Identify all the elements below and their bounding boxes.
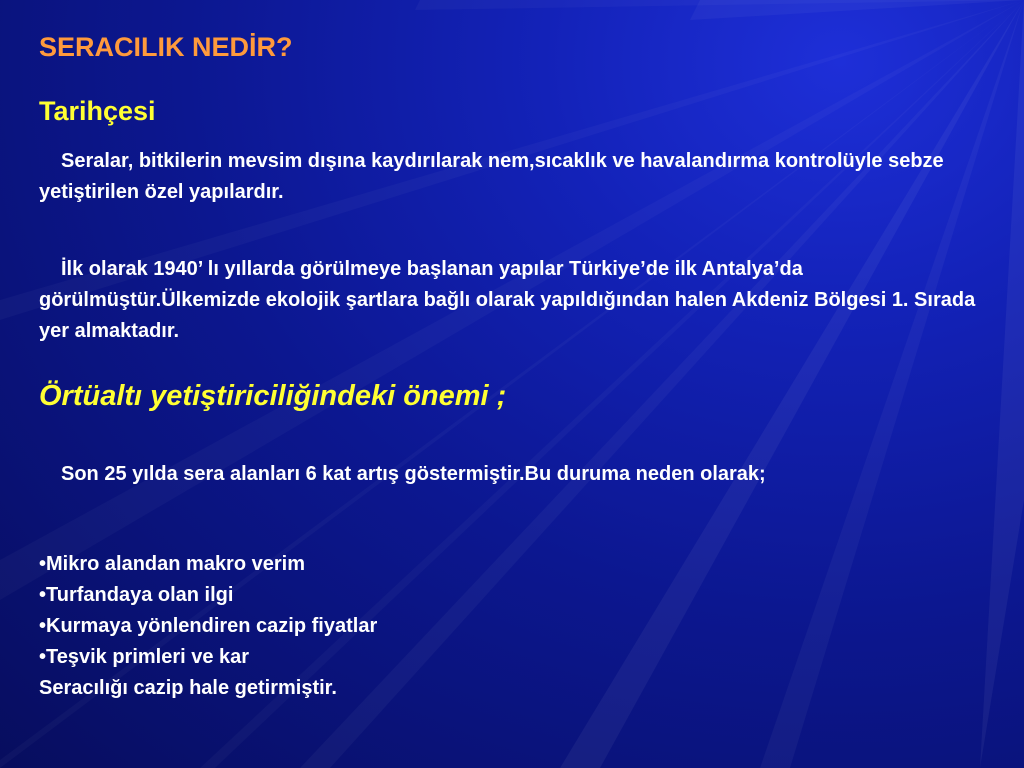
closing-sentence: Seracılığı cazip hale getirmiştir. xyxy=(39,677,337,699)
section-heading-importance: Örtüaltı yetiştiriciliğindeki önemi ; xyxy=(39,380,507,412)
paragraph-definition: Seralar, bitkilerin mevsim dışına kaydırılarak nem,sıcaklık ve havalandırma kontrolüyle sebze yetiştirilen özel yapılardır. xyxy=(39,150,944,203)
list-item: •Kurmaya yönlendiren cazip fiyatlar xyxy=(39,615,378,637)
paragraph-growth: Son 25 yılda sera alanları 6 kat artış göstermiştir.Bu duruma neden olarak; xyxy=(61,463,766,485)
reasons-list xyxy=(39,549,377,673)
list-item: •Teşvik primleri ve kar xyxy=(39,646,250,668)
slide-title: SERACILIK NEDİR? xyxy=(39,32,293,62)
list-item: •Turfandaya olan ilgi xyxy=(39,584,234,606)
slide-subtitle: Tarihçesi xyxy=(39,96,156,126)
list-item: •Mikro alandan makro verim xyxy=(39,553,305,575)
paragraph-history: İlk olarak 1940’ lı yıllarda görülmeye başlanan yapılar Türkiye’de ilk Antalya’da görülmüştür.Ülkemizde ekolojik şartlara bağlı olarak yapıldığından halen Akdeniz Bölgesi 1. Sırada yer almaktadır. xyxy=(39,258,976,342)
